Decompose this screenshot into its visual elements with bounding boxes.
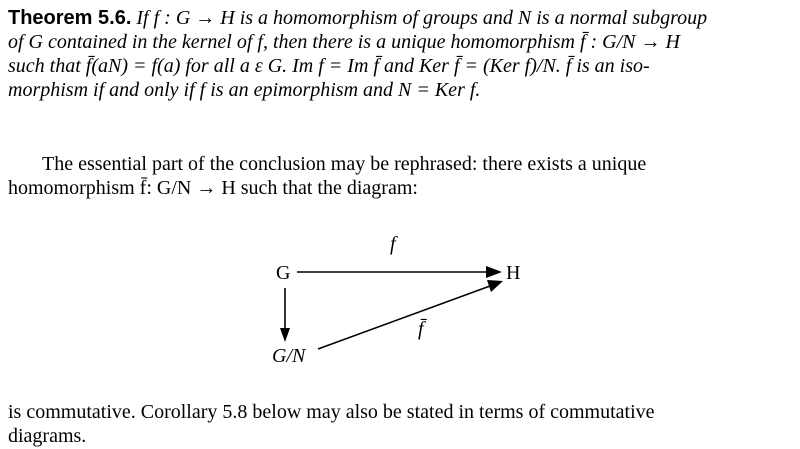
arrow-diagonal-label: f̄ [418, 318, 424, 340]
conclusion-line-1: is commutative. Corollary 5.8 below may also be stated in terms of commutative [8, 401, 655, 423]
node-g-over-n: G/N [272, 345, 306, 367]
arrow-down-head [280, 328, 290, 342]
theorem-label: Theorem 5.6. [8, 7, 132, 29]
node-g: G [276, 262, 291, 284]
theorem-line-4: morphism if and only if f is an epimorphism and N = Ker f. [8, 79, 481, 101]
theorem-text-1: If f : G → H is a homomorphism of groups and N is a normal subgroup [136, 7, 708, 29]
paragraph-line-1: The essential part of the conclusion may be rephrased: there exists a unique [42, 153, 647, 175]
conclusion-line-2: diagrams. [8, 425, 87, 447]
paragraph-line-2: homomorphism f̄: G/N → H such that the diagram: [8, 177, 418, 199]
node-h: H [506, 262, 521, 284]
arrow-diagonal-head [487, 280, 503, 292]
arrow-top-head [486, 266, 502, 278]
theorem-line-3: such that f̄(aN) = f(a) for all a ε G. Im f = Im f̄ and Ker f̄ = (Ker f)/N. f̄ is an iso- [8, 55, 650, 77]
arrow-top-label: f [390, 233, 396, 255]
theorem-line-2: of G contained in the kernel of f, then there is a unique homomorphism f̄ : G/N → H [8, 31, 680, 53]
arrow-diagonal [318, 286, 490, 349]
